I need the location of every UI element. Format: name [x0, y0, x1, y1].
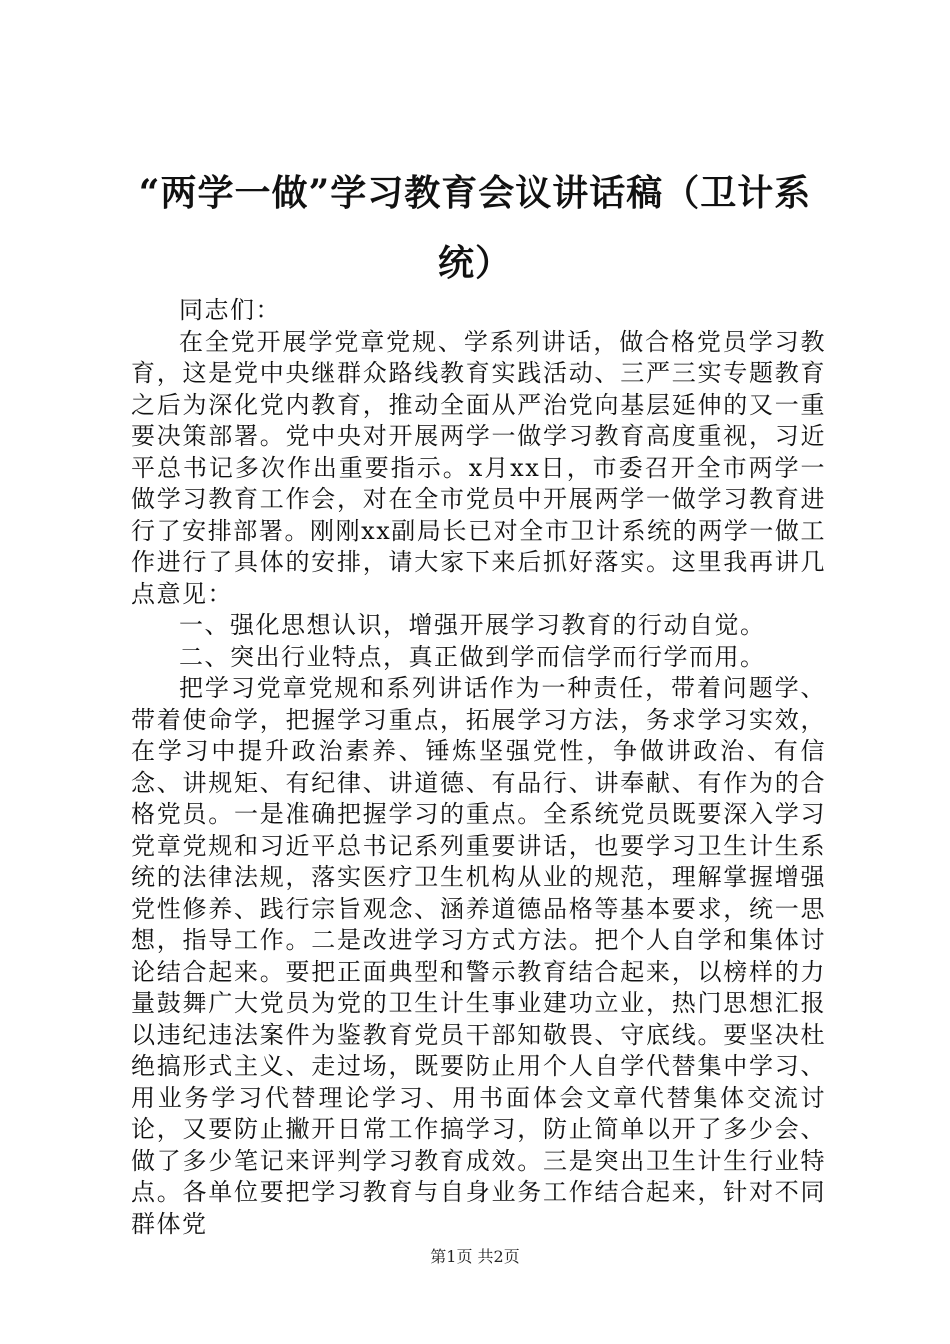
heading-point-two: 二、突出行业特点，真正做到学而信学而行学而用。 — [179, 642, 766, 671]
paragraph-point-two-detail: 把学习党章党规和系列讲话作为一种责任，带着问题学、带着使命学，把握学习重点，拓展学习方法，务求学习实效，在学习中提升政治素养、锤炼坚强党性，争做讲政治、有信念、讲规矩、有纪律、讲道德、有品行、讲奉献、有作为的合格党员。一是准确把握学习的重点。全系统党员既要深入学习党章党规和习近平总书记系列重要讲话，也要学习卫生计生系统的法律法规，落实医疗卫生机构从业的规范，理解掌握增强党性修养、践行宗旨观念、涵养道德品格等基本要求，统一思想，指导工作。二是改进学习方式方法。把个人自学和集体讨论结合起来。要把正面典型和警示教育结合起来，以榜样的力量鼓舞广大党员为党的卫生计生事业建功立业，热门思想汇报以违纪违法案件为鉴教育党员干部知敬畏、守底线。要坚决杜绝搞形式主义、走过场，既要防止用个人自学代替集中学习、用业务学习代替理论学习、用书面体会文章代替集体交流讨论，又要防止撇开日常工作搞学习，防止简单以开了多少会、做了多少笔记来评判学习教育成效。三是突出卫生计生行业特点。各单位要把学习教育与自身业务工作结合起来，针对不同群体党 — [131, 674, 826, 1238]
document-body — [131, 295, 826, 1240]
document-title: “两学一做”学习教育会议讲话稿（卫计系统） — [138, 172, 812, 284]
salutation: 同志们： — [179, 296, 281, 324]
page-footer: 第1页 共2页 — [430, 1247, 520, 1266]
heading-point-one: 一、强化思想认识，增强开展学习教育的行动自觉。 — [179, 611, 766, 639]
paragraph-intro: 在全党开展学党章党规、学系列讲话，做合格党员学习教育，这是党中央继群众路线教育实践活动、三严三实专题教育之后为深化党内教育，推动全面从严治党向基层延伸的又一重要决策部署。党中央对开展两学一做学习教育高度重视，习近平总书记多次作出重要指示。x月xx日，市委召开全市两学一做学习教育工作会，对在全市党员中开展两学一做学习教育进行了安排部署。刚刚xx副局长已对全市卫计系统的两学一做工作进行了具体的安排，请大家下来后抓好落实。这里我再讲几点意见： — [131, 327, 826, 608]
